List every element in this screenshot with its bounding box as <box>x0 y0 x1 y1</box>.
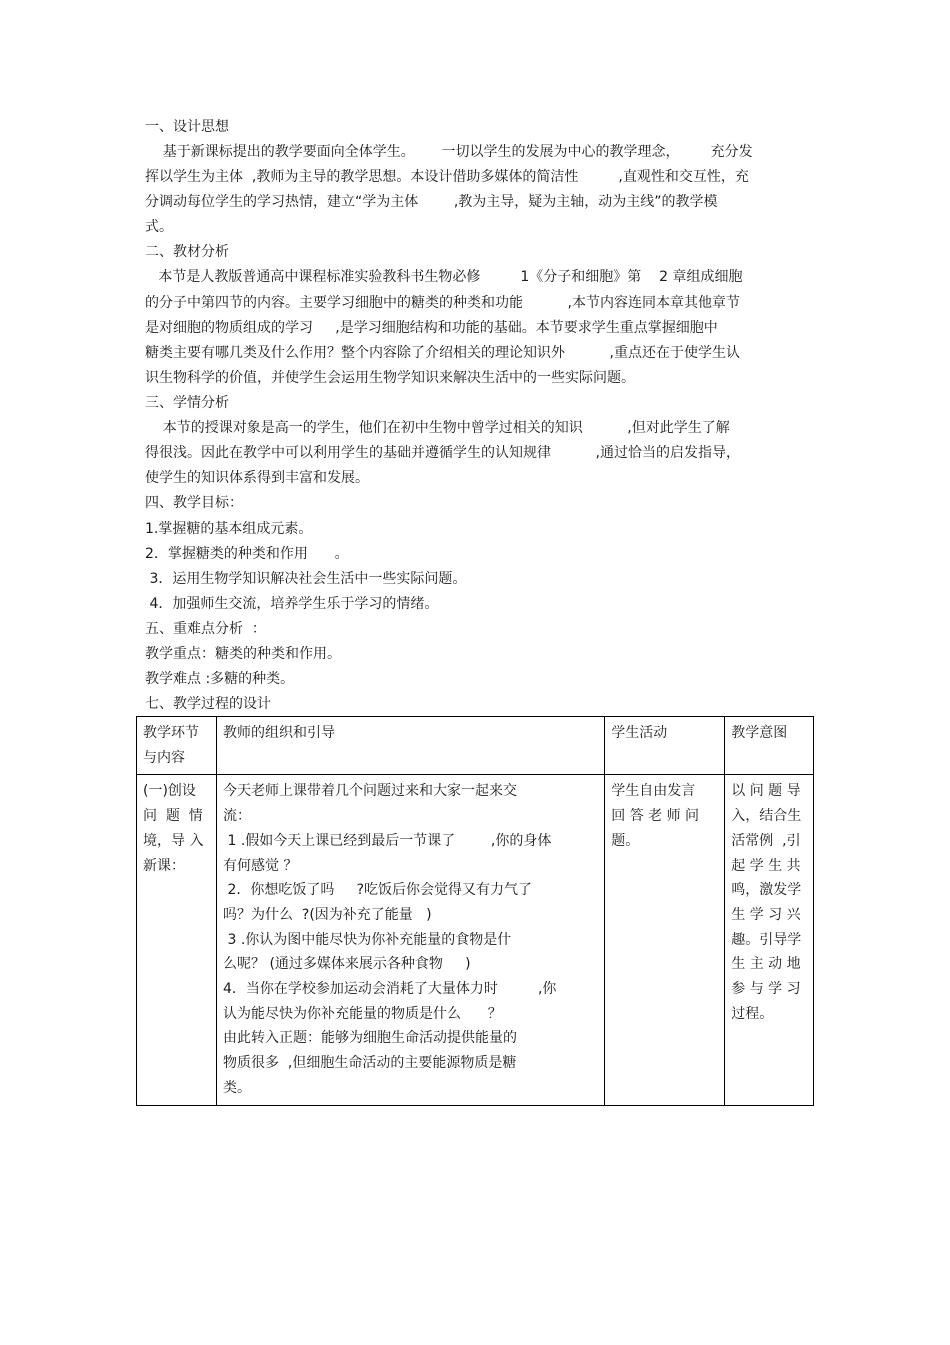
header-stage <box>137 717 217 775</box>
cell-line: 生 学 习 兴 <box>731 906 801 923</box>
cell-line: 3 .你认为图中能尽快为你补充能量的食物是什 <box>223 931 512 948</box>
text-line: 教学难点 :多糖的种类。 <box>145 671 295 687</box>
header-teacher <box>217 717 605 775</box>
text-line: 3．运用生物学知识解决社会生活中一些实际问题。 <box>145 571 467 587</box>
cell-line: 起 学 生 共 <box>731 857 801 874</box>
cell-student <box>605 775 725 1105</box>
cell-line: 4．当你在学校参加运动会消耗了大量体力时 ,你 <box>223 981 557 998</box>
cell-line: 有何感觉 ？ <box>223 857 298 874</box>
cell-line: 趣。引导学 <box>731 931 802 948</box>
table-header-row <box>137 717 814 775</box>
text-line: 本节的授课对象是高一的学生，他们在初中生物中曾学过相关的知识 ,但对此学生了解 <box>145 420 730 436</box>
cell-line: 活常例 ,引 <box>731 832 801 849</box>
header-text: 学生活动 <box>611 725 668 741</box>
cell-line: 物质很多 ,但细胞生命活动的主要能源物质是糖 <box>223 1055 517 1072</box>
cell-line: 学生自由发言 <box>611 783 696 800</box>
text-line: 糖类主要有哪几类及什么作用？整个内容除了介绍相关的理论知识外 ,重点还在于使学生认 <box>145 345 740 361</box>
cell-line: 类。 <box>223 1079 252 1096</box>
text-line: 七、教学过程的设计 <box>145 696 271 712</box>
text-line: 本节是人教版普通高中课程标准实验教科书生物必修 1《分子和细胞》第 2 章组成细胞 <box>145 269 743 285</box>
text-line: 五、重难点分析 ： <box>145 621 266 637</box>
cell-line: 1 .假如今天上课已经到最后一节课了 ,你的身体 <box>223 832 552 849</box>
text-line: 一、设计思想 <box>145 119 229 135</box>
cell-line: 2．你想吃饭了吗 ?吃饭后你会觉得又有力气了 <box>223 882 533 899</box>
cell-line: 境，导 入 <box>143 832 204 849</box>
text-line: 基于新课标提出的教学要面向全体学生。 一切以学生的发展为中心的教学理念， 充分发 <box>145 144 753 160</box>
text-line: 三、学情分析 <box>145 395 229 411</box>
cell-line: 以 问 题 导 <box>731 783 801 800</box>
cell-stage <box>137 775 217 1105</box>
cell-line: 流： <box>223 808 252 825</box>
text-line: 的分子中第四节的内容。主要学习细胞中的糖类的种类和功能 ,本节内容连同本章其他章节 <box>145 295 740 311</box>
text-line: 教学重点：糖类的种类和作用。 <box>145 646 341 662</box>
cell-line: 新课： <box>143 857 185 874</box>
teaching-process-table <box>136 716 814 1106</box>
cell-line: 问 题 情 <box>143 808 203 825</box>
cell-line: 参 与 学 习 <box>731 981 801 998</box>
text-line: 二、教材分析 <box>145 244 229 260</box>
text-line: 使学生的知识体系得到丰富和发展。 <box>145 470 369 486</box>
cell-line: 鸣，激发学 <box>731 882 802 899</box>
text-line: 四、教学目标： <box>145 495 243 511</box>
text-line: 挥以学生为主体 ,教师为主导的教学思想。本设计借助多媒体的简洁性 ,直观性和交互性，充 <box>145 169 749 185</box>
cell-teacher <box>217 775 605 1105</box>
text-line: 4．加强师生交流，培养学生乐于学习的情绪。 <box>145 596 439 612</box>
cell-line: 由此转入正题：能够为细胞生命活动提供能量的 <box>223 1030 518 1047</box>
cell-line: 认为能尽快为你补充能量的物质是什么 ？ <box>223 1005 502 1022</box>
header-text: 教师的组织和引导 <box>223 725 336 741</box>
cell-line: 么呢？ (通过多媒体来展示各种食物 ) <box>223 956 471 973</box>
header-student <box>605 717 725 775</box>
header-text: 教学意图 <box>731 725 788 741</box>
text-line: 识生物科学的价值，并使学生会运用生物学知识来解决生活中的一些实际问题。 <box>145 370 635 386</box>
cell-line: 生 主 动 地 <box>731 956 801 973</box>
cell-line: 今天老师上课带着几个问题过来和大家一起来交 <box>223 783 518 800</box>
table-row <box>137 775 814 1105</box>
cell-intent <box>725 775 814 1105</box>
text-line: 分调动每位学生的学习热情，建立“学为主体 ,教为主导，疑为主轴，动为主线”的教学模 <box>145 194 718 210</box>
cell-line: 入，结合生 <box>731 808 802 825</box>
header-intent <box>725 717 814 775</box>
text-line: 得很浅。因此在教学中可以利用学生的基础并遵循学生的认知规律 ,通过恰当的启发指导， <box>145 445 740 461</box>
cell-line: (一)创设 <box>143 783 196 800</box>
cell-line: 吗？为什么 ?(因为补充了能量 ) <box>223 906 432 923</box>
cell-line: 过程。 <box>731 1005 774 1022</box>
text-line: 2．掌握糖类的种类和作用 。 <box>145 546 349 562</box>
cell-line: 回 答 老 师 问 <box>611 808 700 825</box>
text-line: 式。 <box>145 219 173 235</box>
cell-line: 题。 <box>611 832 640 849</box>
header-text: 与内容 <box>143 749 185 766</box>
header-text: 教学环节 <box>143 725 199 741</box>
text-line: 1.掌握糖的基本组成元素。 <box>145 521 313 537</box>
text-line: 是对细胞的物质组成的学习 ,是学习细胞结构和功能的基础。本节要求学生重点掌握细胞中 <box>145 320 718 336</box>
